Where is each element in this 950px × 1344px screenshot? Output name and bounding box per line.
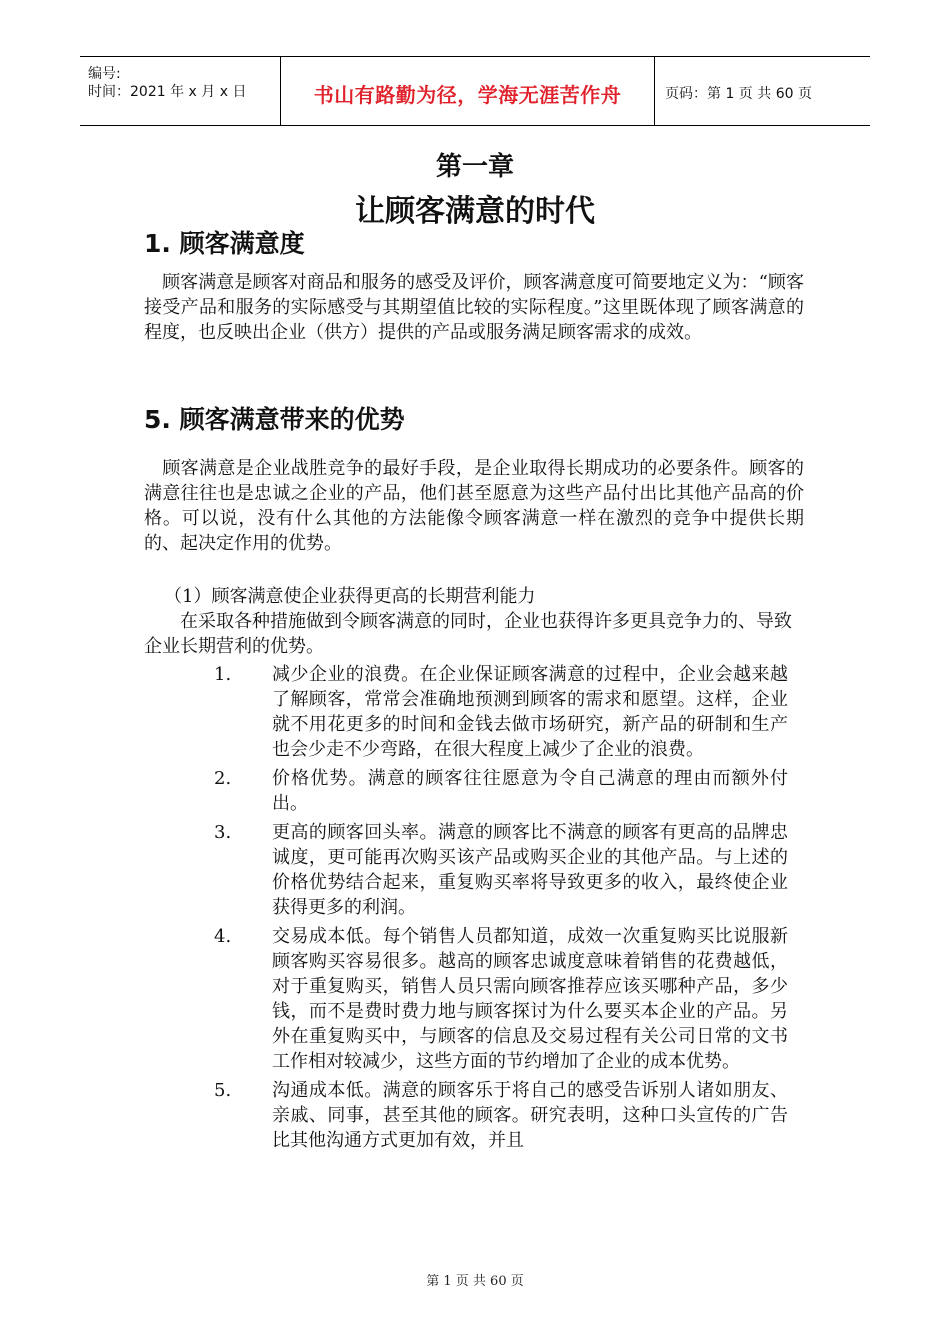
- header-meta-cell: [80, 57, 280, 125]
- section-5-intro-text: 在采取各种措施做到令顾客满意的同时，企业也获得许多更具竞争力的、导致企业长期营利的优势。: [144, 611, 792, 657]
- list-item: [0, 662, 950, 762]
- document-header: [80, 56, 870, 126]
- section-5-heading: 5. 顾客满意带来的优势: [144, 405, 405, 434]
- chapter-title: 让顾客满意的时代: [355, 194, 595, 229]
- list-item-text: 沟通成本低。满意的顾客乐于将自己的感受告诉别人诸如朋友、亲戚、同事，甚至其他的顾客。研究表明，这种口头宣传的广告比其他沟通方式更加有效，并且: [272, 1080, 788, 1151]
- section-5-paragraph: [144, 456, 804, 556]
- list-item-text: 价格优势。满意的顾客往往愿意为令自己满意的理由而额外付出。: [272, 768, 788, 814]
- chapter-number: 第一章: [435, 152, 514, 182]
- code-label: 编号:: [88, 66, 121, 82]
- section-1-paragraph: [144, 270, 804, 345]
- motto-text: 书山有路勤为径，学海无涯苦作舟: [313, 83, 622, 107]
- list-item: [0, 924, 950, 1074]
- header-motto-cell: [280, 57, 655, 125]
- list-item-text: 交易成本低。每个销售人员都知道，成效一次重复购买比说服新顾客购买容易很多。越高的顾客忠诚度意味着销售的花费越低，对于重复购买，销售人员只需向顾客推荐应该买哪种产品，多少钱，而不是费时费力地与顾客探讨为什么要买本企业的产品。另外在重复购买中，与顾客的信息及交易过程有关公司日常的文书工作相对较减少，这些方面的节约增加了企业的成本优势。: [272, 926, 788, 1072]
- list-item-number: 5.: [214, 1080, 232, 1101]
- list-item-number: 4.: [214, 926, 232, 947]
- page-footer: 第 1 页 共 60 页: [426, 1274, 524, 1289]
- section-5-subheading: （1）顾客满意使企业获得更高的长期营利能力: [164, 586, 536, 607]
- header-page-cell: [655, 57, 870, 125]
- section-1-paragraph-text: 顾客满意是顾客对商品和服务的感受及评价，顾客满意度可简要地定义为：“顾客接受产品和服务的实际感受与其期望值比较的实际程度。”这里既体现了顾客满意的程度，也反映出企业（供方）提供的产品或服务满足顾客需求的成效。: [144, 272, 804, 343]
- time-label: 时间：2021 年 x 月 x 日: [88, 84, 247, 100]
- section-1-heading: 1. 顾客满意度: [144, 229, 305, 258]
- page-info: 页码：第 1 页 共 60 页: [665, 86, 812, 102]
- list-item: [0, 1078, 950, 1153]
- list-item-number: 1.: [214, 664, 232, 685]
- list-item: [0, 820, 950, 920]
- section-5-intro: [144, 609, 804, 659]
- list-item: [0, 766, 950, 816]
- list-item-text: 更高的顾客回头率。满意的顾客比不满意的顾客有更高的品牌忠诚度，更可能再次购买该产品或购买企业的其他产品。与上述的价格优势结合起来，重复购买率将导致更多的收入，最终使企业获得更多的利润。: [272, 822, 788, 918]
- list-item-number: 2.: [214, 768, 232, 789]
- list-item-number: 3.: [214, 822, 232, 843]
- section-5-paragraph-text: 顾客满意是企业战胜竞争的最好手段，是企业取得长期成功的必要条件。顾客的满意往往也是忠诚之企业的产品，他们甚至愿意为这些产品付出比其他产品高的价格。可以说，没有什么其他的方法能像令顾客满意一样在激烈的竞争中提供长期的、起决定作用的优势。: [144, 458, 804, 554]
- advantages-list: [0, 662, 950, 1157]
- list-item-text: 减少企业的浪费。在企业保证顾客满意的过程中，企业会越来越了解顾客，常常会准确地预测到顾客的需求和愿望。这样，企业就不用花更多的时间和金钱去做市场研究，新产品的研制和生产也会少走不少弯路，在很大程度上减少了企业的浪费。: [272, 664, 788, 760]
